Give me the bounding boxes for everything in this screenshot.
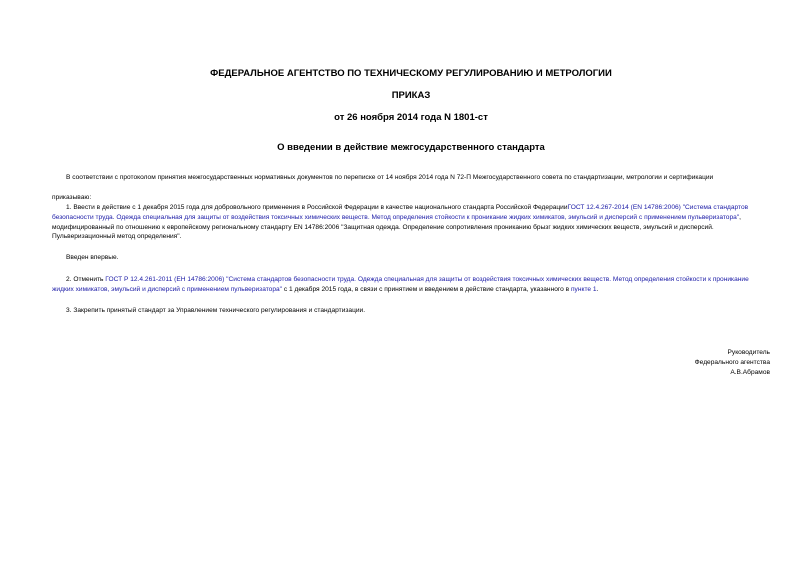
signature-position: Руководитель bbox=[727, 349, 770, 356]
date-number-heading: от 26 ноября 2014 года N 1801-ст bbox=[334, 112, 488, 123]
item-1-paragraph bbox=[52, 203, 770, 242]
order-title: О введении в действие межгосударственного стандарта bbox=[277, 142, 545, 153]
item-2-paragraph bbox=[52, 275, 770, 295]
doc-type-heading: ПРИКАЗ bbox=[391, 90, 431, 101]
item-2-text-middle: с 1 декабря 2015 года, в связи с принятием и введением в действие стандарта, указанного в bbox=[282, 285, 571, 293]
point-1-link[interactable]: пункте 1 bbox=[570, 285, 597, 293]
signature-agency: Федерального агентства bbox=[694, 358, 770, 366]
signature-block bbox=[695, 348, 770, 377]
gost-12-4-267-link-title: Одежда специальная для защиты от воздействия токсичных химических веществ. Метод определения стойкости к проникание жидких химикатов, эмульсий и дисперсий с применением пульверизатора bbox=[116, 213, 737, 221]
item-1-text-after: , модифицированный по отношению к европейскому региональному стандарту EN 14786:2006 "Защитная одежда. Определение сопротивления прониканию брызг жидких химических веществ, эмульсий и дисперсий. Пульверизационный метод определения". bbox=[52, 213, 741, 241]
ordered-paragraph: приказываю: bbox=[52, 194, 92, 201]
gost-12-4-267-link-close: " bbox=[736, 213, 740, 221]
document-page bbox=[52, 0, 770, 571]
item-3-paragraph: 3. Закрепить принятый стандарт за Управлением технического регулирования и стандартизации. bbox=[66, 307, 366, 314]
item-2-text-end: . bbox=[596, 285, 599, 293]
item-1-text-before: 1. Ввести в действие с 1 декабря 2015 года для добровольного применения в Российской Федерации в качестве национального стандарта Российской Федерации bbox=[66, 204, 568, 211]
preamble-paragraph: В соответствии с протоколом принятия межгосударственных нормативных документов по переписке от 14 ноября 2014 года N 72-П Межгосударственного совета по стандартизации, метрологии и сертификации bbox=[66, 174, 714, 181]
gost-r-12-4-261-link[interactable]: ГОСТ Р 12.4.261-2011 (ЕН 14786:2006) "Система стандартов безопасности труда. Одежда специальная для защиты от воздействия токсичных химических веществ. Метод определения стойкости к проникание жидких химикатов, эмульсий и дисперсий с применением пульверизатора" bbox=[52, 276, 749, 293]
introduced-first-paragraph: Введен впервые. bbox=[66, 254, 119, 261]
agency-heading: ФЕДЕРАЛЬНОЕ АГЕНТСТВО ПО ТЕХНИЧЕСКОМУ РЕГУЛИРОВАНИЮ И МЕТРОЛОГИИ bbox=[210, 68, 612, 79]
signature-name: А.В.Абрамов bbox=[730, 368, 770, 376]
gost-12-4-267-link-code: ГОСТ 12.4.267-2014 (EN 14786:2006) "Система стандартов безопасности труда. bbox=[52, 204, 749, 221]
item-2-text-before: 2. Отменить bbox=[66, 276, 106, 283]
